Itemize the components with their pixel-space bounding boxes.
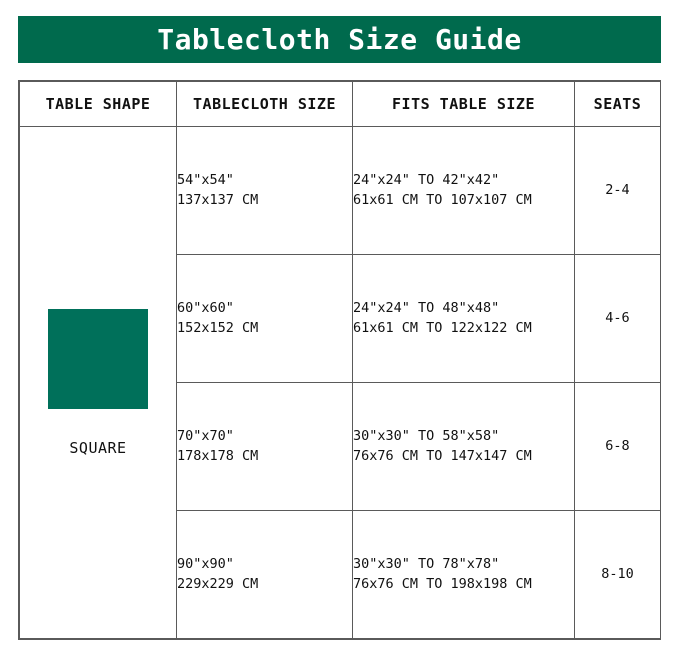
table-body [20, 127, 661, 639]
fits-size-inches: 30"x30" TO 78"x78" [353, 555, 500, 572]
square-shape-icon [48, 309, 148, 409]
seats-cell: 2-4 [575, 127, 661, 255]
fits-size-cm: 61x61 CM TO 107x107 CM [353, 191, 532, 208]
title-banner [18, 16, 661, 63]
tablecloth-size-inches: 54"x54" [177, 171, 234, 188]
tablecloth-size-inches: 60"x60" [177, 299, 234, 316]
size-guide-table [19, 81, 661, 639]
tablecloth-size-cm: 178x178 CM [177, 447, 259, 464]
column-header-table-shape: TABLE SHAPE [20, 82, 177, 127]
seats-cell: 4-6 [575, 255, 661, 383]
seats-cell: 6-8 [575, 383, 661, 511]
column-header-fits-table-size: FITS TABLE SIZE [353, 82, 575, 127]
column-header-seats: SEATS [575, 82, 661, 127]
tablecloth-size-cm: 152x152 CM [177, 319, 259, 336]
tablecloth-size-inches: 90"x90" [177, 555, 234, 572]
tablecloth-size-cell [177, 511, 353, 639]
seats-cell: 8-10 [575, 511, 661, 639]
table-shape-cell [20, 127, 177, 639]
fits-table-size-cell [353, 383, 575, 511]
shape-illustration [20, 127, 176, 638]
tablecloth-size-cell [177, 127, 353, 255]
fits-table-size-cell [353, 127, 575, 255]
table-row [20, 127, 661, 255]
fits-size-inches: 24"x24" TO 42"x42" [353, 171, 500, 188]
fits-table-size-cell [353, 511, 575, 639]
table-header [20, 82, 661, 127]
page-title: Tablecloth Size Guide [157, 23, 522, 56]
tablecloth-size-cm: 229x229 CM [177, 575, 259, 592]
table-header-row [20, 82, 661, 127]
tablecloth-size-inches: 70"x70" [177, 427, 234, 444]
fits-size-inches: 24"x24" TO 48"x48" [353, 299, 500, 316]
tablecloth-size-cell [177, 383, 353, 511]
size-guide-table-container [18, 80, 661, 640]
fits-size-cm: 76x76 CM TO 198x198 CM [353, 575, 532, 592]
shape-label: SQUARE [69, 438, 127, 457]
fits-table-size-cell [353, 255, 575, 383]
tablecloth-size-cell [177, 255, 353, 383]
fits-size-cm: 76x76 CM TO 147x147 CM [353, 447, 532, 464]
fits-size-inches: 30"x30" TO 58"x58" [353, 427, 500, 444]
column-header-tablecloth-size: TABLECLOTH SIZE [177, 82, 353, 127]
fits-size-cm: 61x61 CM TO 122x122 CM [353, 319, 532, 336]
tablecloth-size-cm: 137x137 CM [177, 191, 259, 208]
